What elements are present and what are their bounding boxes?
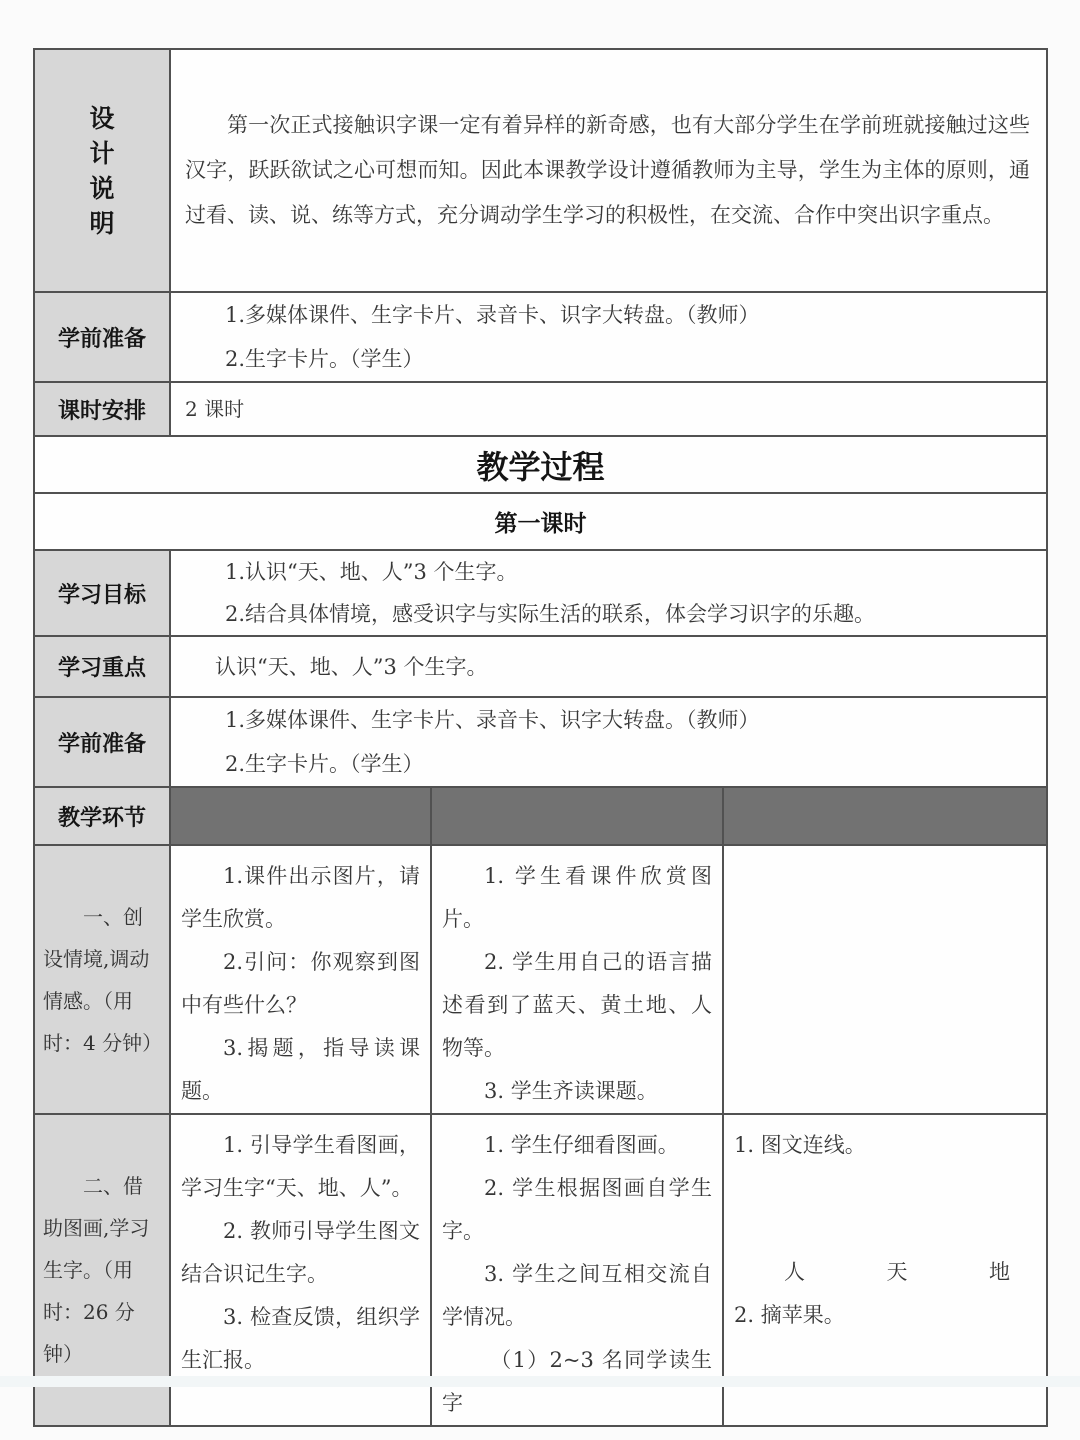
preparation-2-header-cell [34, 697, 170, 787]
stage-2-student-step: 2. 学生根据图画自学生字。 [442, 1176, 712, 1243]
preparation-1-item: 2.生字卡片。（学生） [225, 347, 424, 371]
exercise-word: 天 [886, 1260, 908, 1284]
row-stage-1 [34, 845, 1047, 1114]
segments-column-teacher-cell [170, 787, 431, 845]
session-title: 第一课时 [34, 493, 1047, 550]
row-design-notes [34, 49, 1047, 292]
exercise-item: 1. 图文连线。 [734, 1133, 866, 1157]
schedule-header-cell [34, 382, 170, 436]
objectives-label: 学习目标 [57, 582, 146, 608]
segments-label: 教学环节 [57, 805, 146, 831]
schedule-text: 2 课时 [185, 397, 245, 421]
lesson-plan-table [33, 48, 1048, 1427]
objectives-header-cell [34, 550, 170, 636]
stage-1-student-step: 2. 学生用自己的语言描述看到了蓝天、黄土地、人物等。 [442, 950, 712, 1060]
segments-column-students-cell [431, 787, 723, 845]
page-bottom-band [0, 1376, 1080, 1387]
stage-2-name: 二、借助图画,学习生字。（用时：26 分钟） [43, 1174, 150, 1366]
exercise-word: 人 [784, 1260, 805, 1284]
focus-text: 认识“天、地、人”3 个生字。 [215, 654, 488, 679]
exercise-word: 地 [989, 1260, 1011, 1284]
schedule-label: 课时安排 [57, 398, 146, 424]
row-process-title [34, 436, 1047, 493]
row-preparation-1 [34, 292, 1047, 382]
design-notes-cell [170, 49, 1047, 292]
exercise-word-row [734, 1251, 1036, 1294]
stage-2-teacher-step: 2. 教师引导学生图文结合识记生字。 [181, 1219, 420, 1286]
stage-1-name-cell [34, 845, 170, 1114]
focus-label: 学习重点 [57, 656, 146, 681]
stage-2-student-step: 1. 学生仔细看图画。 [484, 1133, 679, 1157]
stage-1-teacher-step: 1.课件出示图片，请学生欣赏。 [181, 864, 420, 931]
stage-2-teacher-step: 1. 引导学生看图画，学习生字“天、地、人”。 [181, 1133, 420, 1200]
preparation-2-item: 1.多媒体课件、生字卡片、录音卡、识字大转盘。（教师） [225, 708, 760, 732]
preparation-1-label: 学前准备 [57, 326, 146, 352]
row-segments-header [34, 787, 1047, 845]
stage-1-student-step: 3. 学生齐读课题。 [484, 1079, 658, 1103]
stage-2-student-substep: （1）2~3 名同学读生字 [442, 1348, 712, 1415]
preparation-2-item: 2.生字卡片。（学生） [225, 752, 424, 776]
row-preparation-2 [34, 697, 1047, 787]
stage-1-teacher-step: 3.揭题，指导读课题。 [181, 1036, 420, 1103]
schedule-cell [170, 382, 1047, 436]
row-schedule [34, 382, 1047, 436]
preparation-2-cell [170, 697, 1047, 787]
row-session-title [34, 493, 1047, 550]
design-notes-header-cell [34, 49, 170, 292]
focus-header-cell [34, 636, 170, 697]
design-notes-text: 第一次正式接触识字课一定有着异样的新奇感，也有大部分学生在学前班就接触过这些汉字，跃跃欲试之心可想而知。因此本课教学设计遵循教师为主导，学生为主体的原则，通过看、读、说、练等方式，充分调动学生学习的积极性，在交流、合作中突出识字重点。 [185, 113, 1031, 227]
stage-1-teacher-cell [170, 845, 431, 1114]
stage-2-teacher-step: 3. 检查反馈，组织学生汇报。 [181, 1305, 420, 1372]
preparation-2-label: 学前准备 [57, 731, 146, 757]
objectives-item: 2.结合具体情境，感受识字与实际生活的联系，体会学习识字的乐趣。 [225, 602, 876, 626]
segments-header-cell [34, 787, 170, 845]
objectives-cell [170, 550, 1047, 636]
process-title: 教学过程 [34, 436, 1047, 493]
segments-column-extra-cell [723, 787, 1047, 845]
stage-1-students-cell [431, 845, 723, 1114]
stage-1-extra-cell [723, 845, 1047, 1114]
preparation-1-cell [170, 292, 1047, 382]
objectives-item: 1.认识“天、地、人”3 个生字。 [225, 560, 518, 584]
preparation-1-item: 1.多媒体课件、生字卡片、录音卡、识字大转盘。（教师） [225, 303, 760, 327]
stage-1-teacher-step: 2.引问：你观察到图中有些什么？ [181, 950, 420, 1017]
row-focus [34, 636, 1047, 697]
stage-1-student-step: 1. 学生看课件欣赏图片。 [442, 864, 712, 931]
stage-2-student-step: 3. 学生之间互相交流自学情况。 [442, 1262, 712, 1329]
design-notes-label: 设计说明 [89, 103, 115, 238]
stage-1-name: 一、创设情境,调动情感。（用时：4 分钟） [43, 904, 163, 1055]
preparation-1-header-cell [34, 292, 170, 382]
row-objectives [34, 550, 1047, 636]
focus-cell [170, 636, 1047, 697]
exercise-item: 2. 摘苹果。 [734, 1303, 845, 1327]
